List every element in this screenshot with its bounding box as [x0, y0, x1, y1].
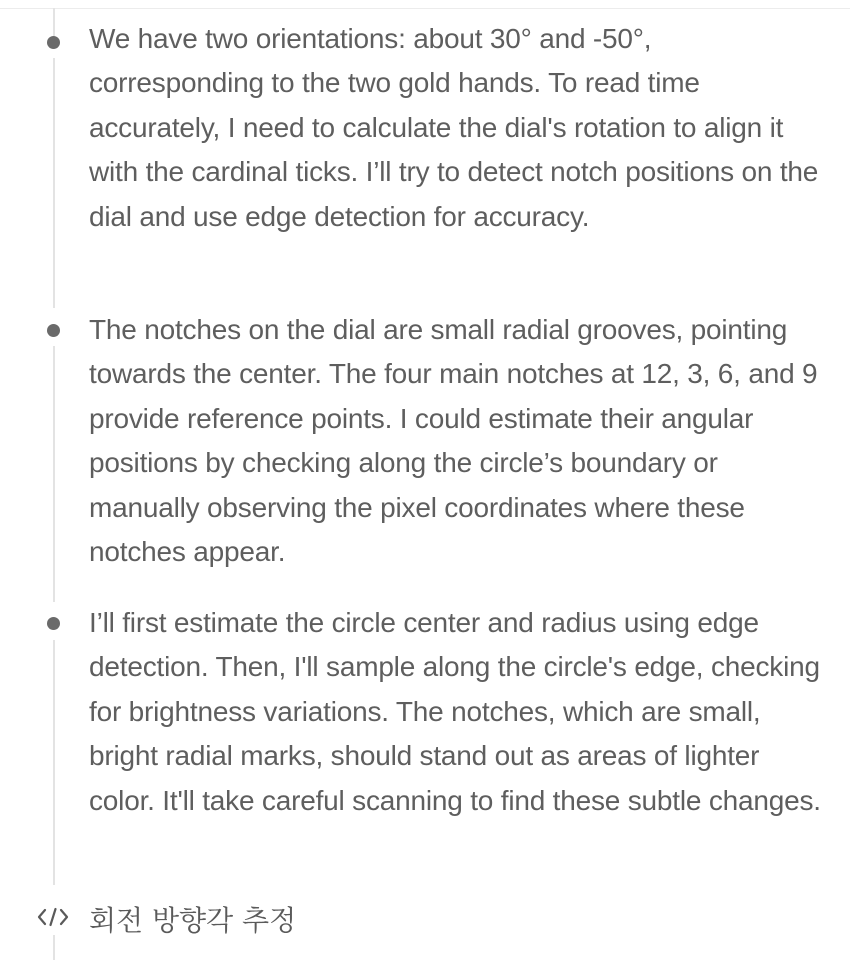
top-divider [0, 0, 850, 9]
code-icon [36, 907, 70, 927]
bullet-dot-icon [47, 324, 60, 337]
code-step-label: 회전 방향각 추정 [89, 904, 297, 937]
timeline-line [53, 58, 55, 308]
bullet-text: The notches on the dial are small radial grooves, pointing towards the center. The four main notches at 12, 3, 6, and 9 provide reference points. I could estimate their angular positions by checking along the circle’s boundary or manually observing the pixel coordinates where these notches appear. [89, 314, 818, 568]
timeline-line [53, 640, 55, 885]
timeline-line [53, 8, 55, 36]
code-step-row[interactable] [0, 895, 850, 955]
bullet-dot-icon [47, 36, 60, 49]
bullet-text: We have two orientations: about 30° and -50°, corresponding to the two gold hands. To read time accurately, I need to calculate the dial's rotation to align it with the cardinal ticks. I’ll try to detect notch positions on the dial and use edge detection for accuracy. [89, 23, 819, 232]
bullet-text: I’ll first estimate the circle center and radius using edge detection. Then, I'll sample along the circle's edge, checking for brightness variations. The notches, which are small, bright radial marks, should stand out as areas of lighter color. It'll take careful scanning to find these subtle changes. [89, 607, 821, 816]
timeline-line [53, 346, 55, 602]
bullet-dot-icon [47, 617, 60, 630]
